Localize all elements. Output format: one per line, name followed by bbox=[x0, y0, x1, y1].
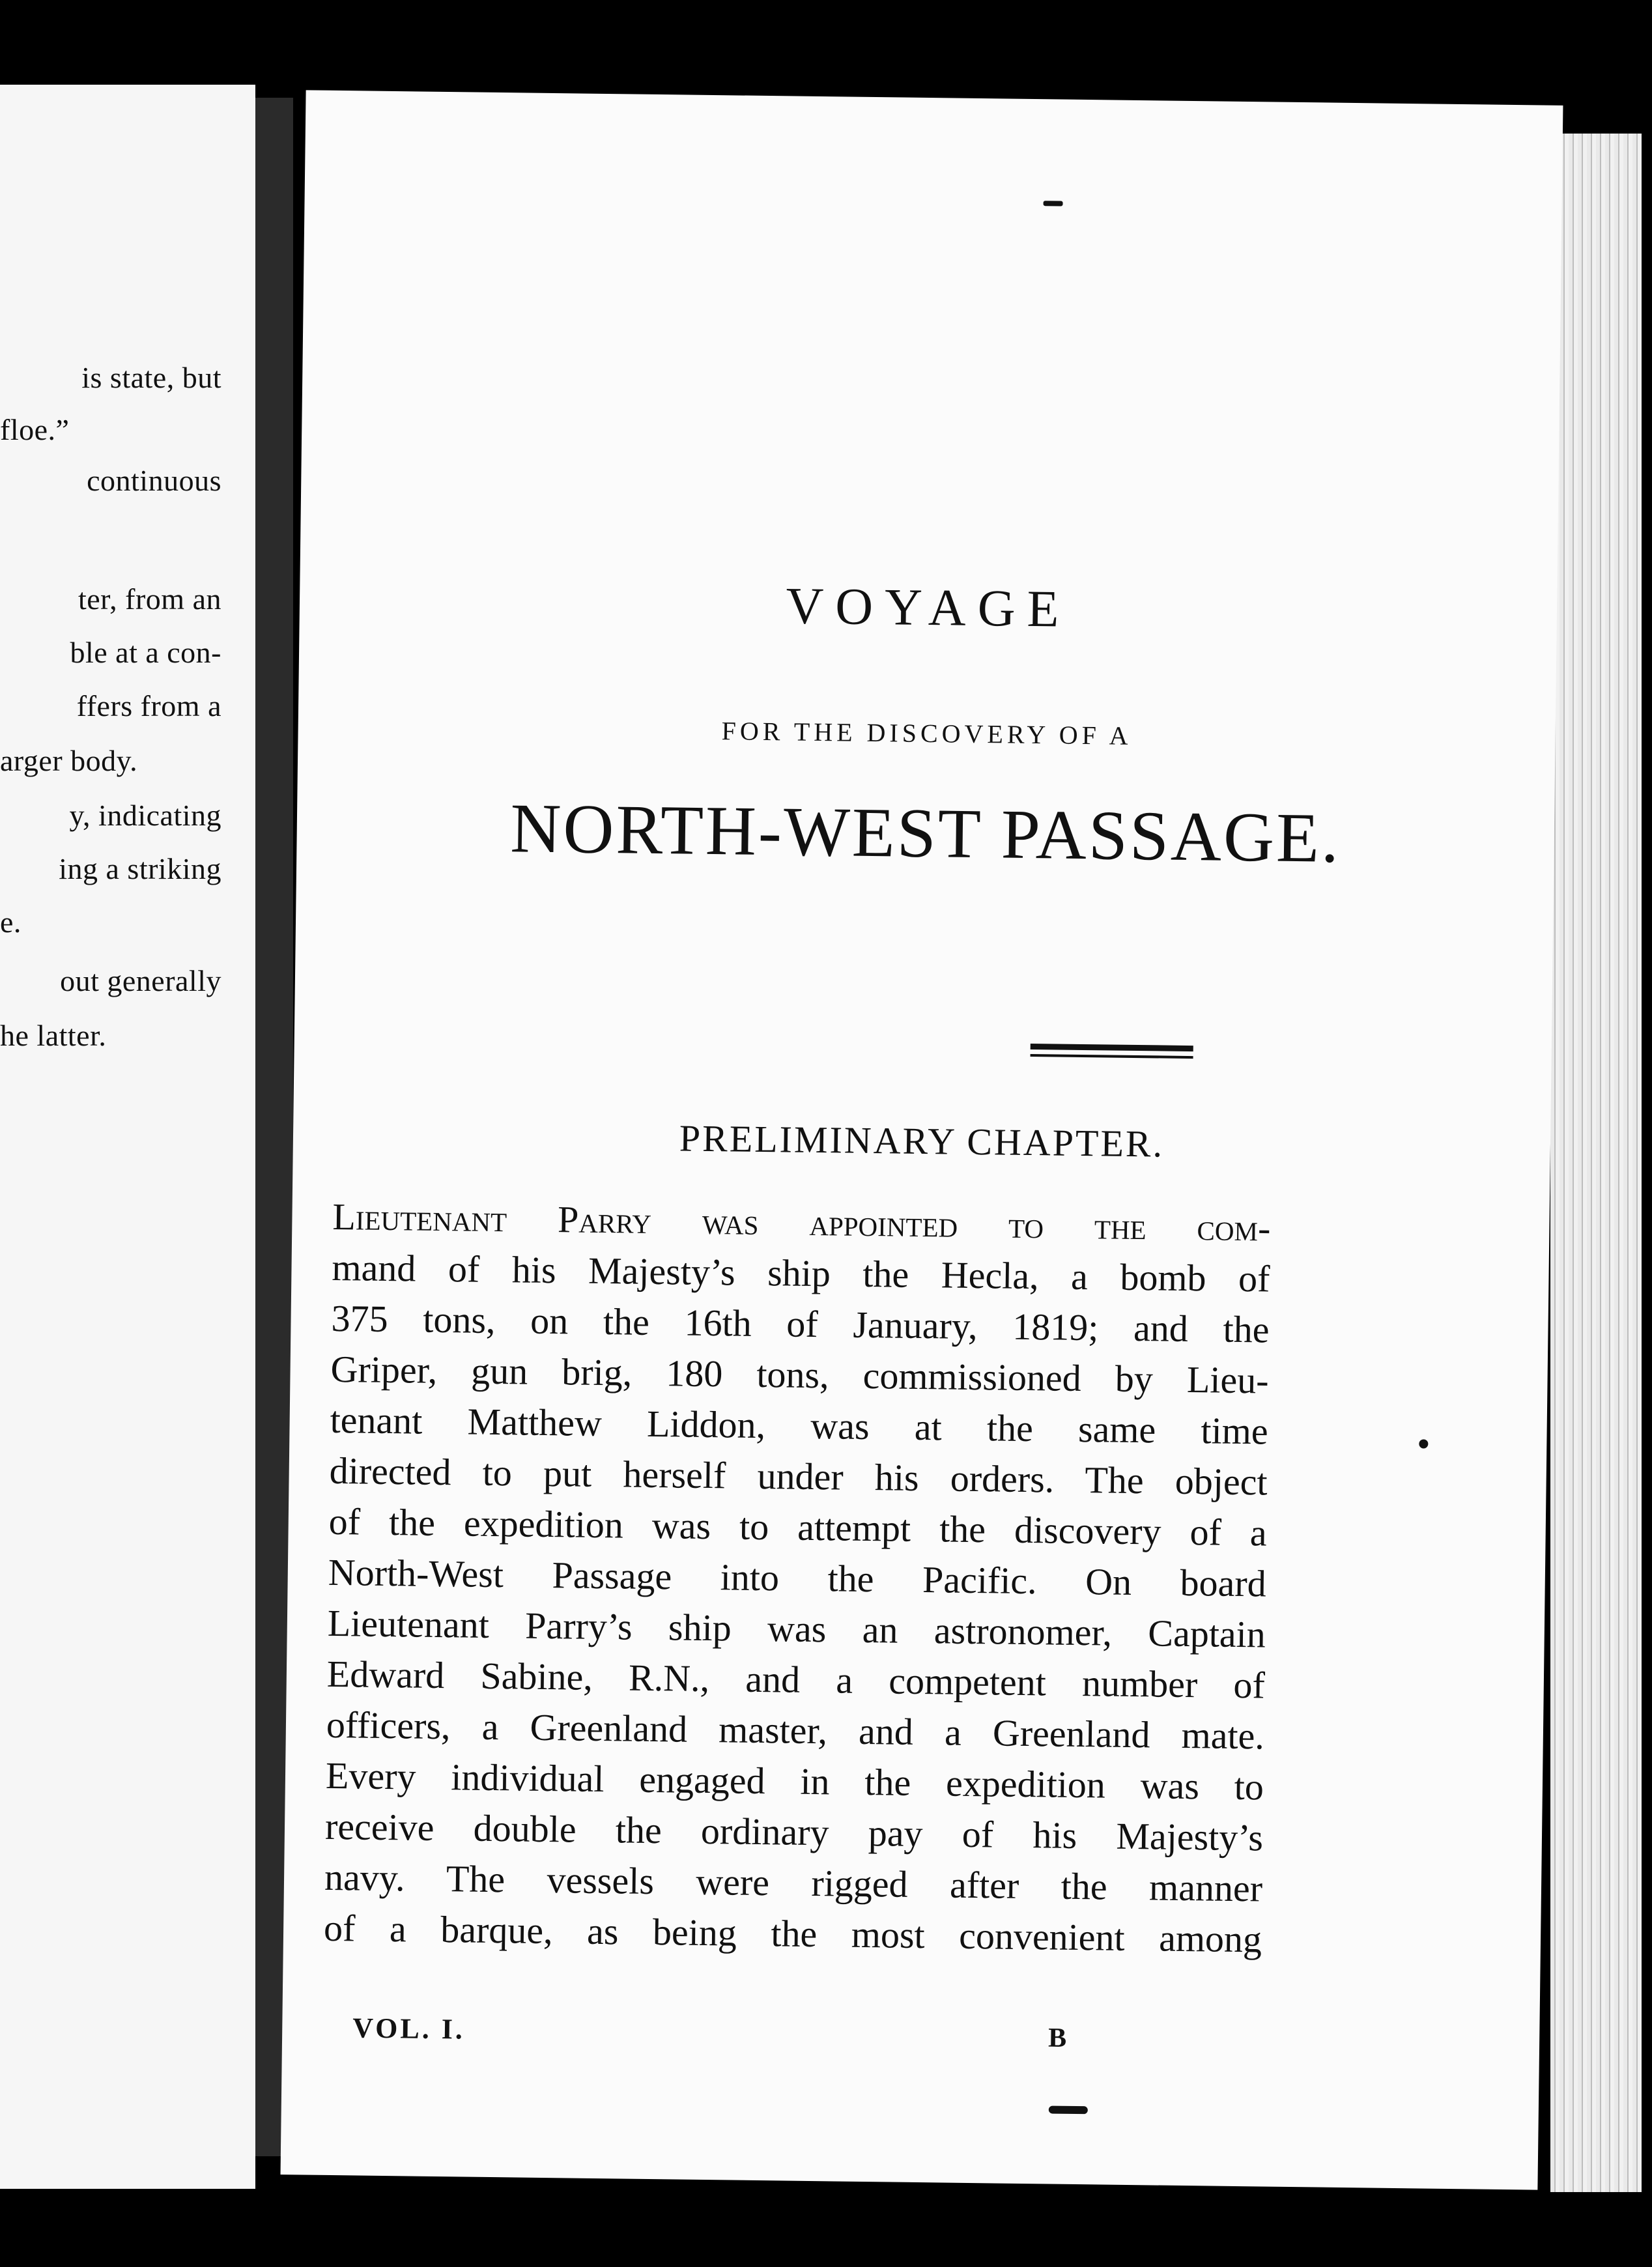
book-title: VOYAGE bbox=[786, 577, 1071, 638]
body-line: mand of his Majesty’s ship the Hecla, a bomb of bbox=[332, 1246, 1270, 1300]
body-line: of a barque, as being the most convenient among bbox=[323, 1906, 1262, 1961]
chapter-heading: PRELIMINARY CHAPTER. bbox=[679, 1117, 1165, 1165]
body-line: Lieutenant Parry’s ship was an astronomer, Captain bbox=[327, 1601, 1266, 1656]
body-line: Every individual engaged in the expedition was to bbox=[325, 1754, 1264, 1808]
ink-dot-mark bbox=[1419, 1439, 1428, 1448]
left-text-line: floe.” bbox=[0, 413, 70, 446]
right-page bbox=[281, 90, 1563, 2189]
body-line: 375 tons, on the 16th of January, 1819; and the bbox=[331, 1296, 1270, 1351]
left-text-line: ffers from a bbox=[76, 689, 221, 722]
body-line: navy. The vessels were rigged after the manner bbox=[324, 1855, 1263, 1910]
page-edges bbox=[1550, 134, 1642, 2192]
left-text-line: ble at a con- bbox=[70, 636, 221, 669]
left-text-line: continuous bbox=[87, 464, 221, 497]
body-line: Lieutenant Parry was appointed to the com- bbox=[332, 1195, 1271, 1249]
body-line: of the expedition was to attempt the discovery of a bbox=[328, 1500, 1268, 1554]
body-line: tenant Matthew Liddon, was at the same time bbox=[330, 1398, 1268, 1453]
left-text-line: e. bbox=[0, 905, 21, 939]
volume-footer: VOL. I. bbox=[352, 2012, 466, 2046]
body-line: receive double the ordinary pay of his Majesty’s bbox=[324, 1804, 1264, 1859]
left-text-line: arger body. bbox=[0, 744, 138, 777]
ink-squiggle-mark bbox=[1049, 2105, 1088, 2114]
ink-dash-mark bbox=[1044, 201, 1063, 206]
left-text-line: ing a striking bbox=[59, 852, 221, 885]
signature-mark: B bbox=[1047, 2023, 1067, 2053]
body-line: North-West Passage into the Pacific. On board bbox=[328, 1550, 1267, 1605]
left-text-line: out generally bbox=[60, 964, 221, 997]
book-subtitle: FOR THE DISCOVERY OF A bbox=[721, 716, 1132, 750]
double-rule-bottom bbox=[1031, 1054, 1193, 1059]
book-main-title: NORTH-WEST PASSAGE. bbox=[509, 790, 1341, 877]
double-rule-top bbox=[1031, 1044, 1193, 1051]
left-text-line: he latter. bbox=[0, 1019, 107, 1052]
left-text-line: ter, from an bbox=[78, 582, 221, 616]
body-line: Edward Sabine, R.N., and a competent number of bbox=[326, 1652, 1266, 1707]
body-line: officers, a Greenland master, and a Greenland mate. bbox=[326, 1703, 1265, 1758]
body-line: directed to put herself under his orders. The object bbox=[329, 1449, 1268, 1504]
body-line: Griper, gun brig, 180 tons, commissioned by Lieu- bbox=[330, 1347, 1269, 1402]
left-text-line: is state, but bbox=[81, 361, 221, 394]
left-facing-page bbox=[0, 85, 255, 2189]
left-text-line: y, indicating bbox=[69, 799, 221, 832]
